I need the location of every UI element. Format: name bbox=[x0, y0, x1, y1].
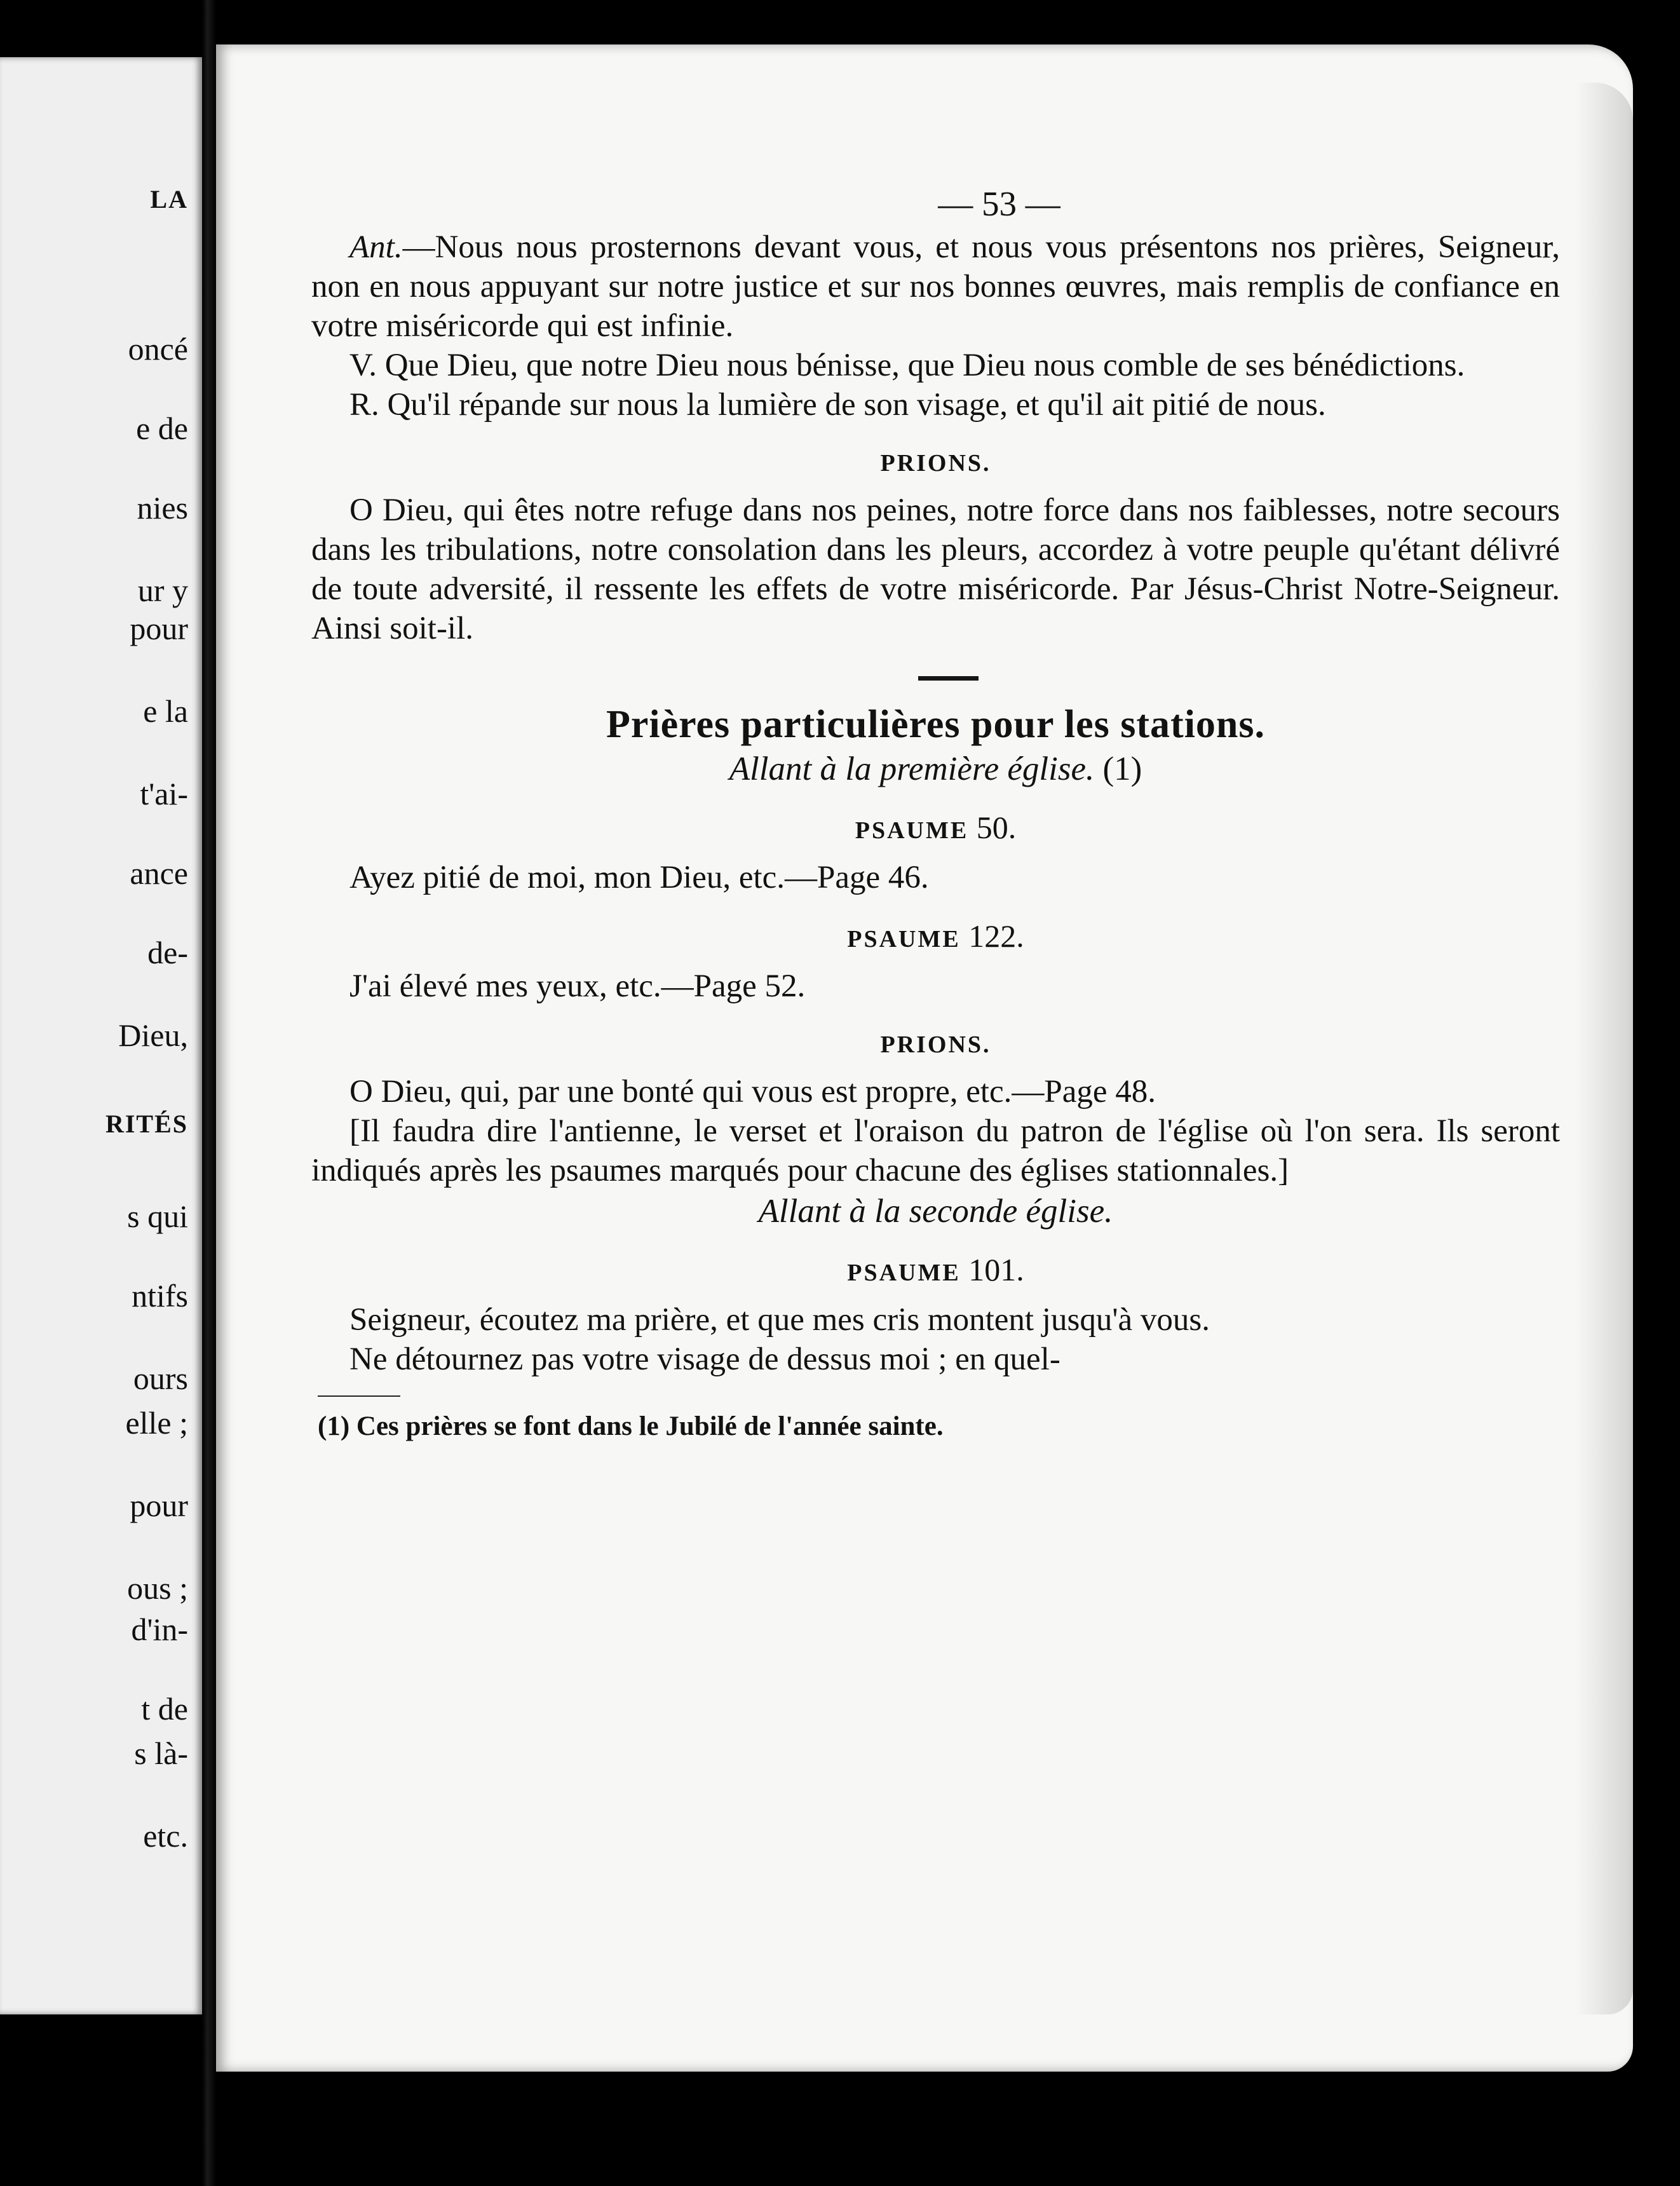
left-page-fragment: ous ; bbox=[127, 1570, 188, 1606]
prayer-2: O Dieu, qui, par une bonté qui vous est propre, etc.—Page 48. bbox=[349, 1074, 1156, 1110]
book-gutter bbox=[202, 0, 216, 2186]
prions-heading-1: PRIONS. bbox=[880, 450, 991, 477]
subtitle-second-church: Allant à la seconde église. bbox=[758, 1193, 1113, 1230]
left-page-fragment: pour bbox=[130, 1488, 188, 1523]
footnote-divider bbox=[318, 1395, 400, 1397]
psalm-101-heading bbox=[311, 1250, 1560, 1293]
section-divider bbox=[918, 676, 979, 681]
subtitle-first-church bbox=[311, 749, 1560, 789]
response: R. Qu'il répande sur nous la lumière de son visage, et qu'il ait pitié de nous. bbox=[349, 387, 1326, 423]
left-page-fragment: d'in- bbox=[131, 1612, 188, 1647]
left-facing-page bbox=[0, 57, 202, 2014]
instruction-note: [Il faudra dire l'antienne, le verset et l'oraison du patron de l'église où l'on sera. Ils seront indiqués après les psaumes marqués pour chacune des églises stationnales.] bbox=[311, 1113, 1560, 1188]
left-page-fragment: e de bbox=[136, 411, 188, 446]
left-page-fragment: ance bbox=[130, 855, 188, 891]
psalm-50-text: Ayez pitié de moi, mon Dieu, etc.—Page 46. bbox=[349, 860, 929, 895]
left-page-fragment: ur y bbox=[137, 573, 188, 608]
footnote-reference: (1) bbox=[1102, 750, 1142, 787]
left-page-fragment: RITÉS bbox=[105, 1110, 188, 1138]
psalm-122-text: J'ai élevé mes yeux, etc.—Page 52. bbox=[349, 968, 806, 1004]
psalm-122-heading bbox=[311, 916, 1560, 959]
left-page-fragment: Dieu, bbox=[118, 1017, 188, 1053]
left-page-fragment: elle ; bbox=[125, 1405, 188, 1441]
psalm-number: 50. bbox=[976, 810, 1017, 845]
left-page-fragment: nies bbox=[137, 490, 188, 526]
subtitle-first-church-text: Allant à la première église. bbox=[729, 750, 1095, 787]
psalm-number: 101. bbox=[968, 1252, 1024, 1287]
section-title: Prières particulières pour les stations. bbox=[606, 703, 1266, 746]
psalm-number: 122. bbox=[968, 918, 1024, 954]
left-page-fragment: e la bbox=[143, 693, 188, 729]
psalm-label: PSAUME bbox=[847, 1259, 961, 1286]
psalm-101-line-1: Seigneur, écoutez ma prière, et que mes cris montent jusqu'à vous. bbox=[349, 1302, 1210, 1338]
left-page-fragment: ntifs bbox=[132, 1278, 188, 1314]
prions-heading-2: PRIONS. bbox=[880, 1031, 991, 1058]
book-page bbox=[216, 44, 1633, 2072]
page-content bbox=[311, 184, 1560, 1446]
left-page-fragment: pour bbox=[130, 611, 188, 646]
left-page-fragment: t de bbox=[141, 1691, 188, 1727]
footnote: (1) Ces prières se font dans le Jubilé de l'année sainte. bbox=[318, 1411, 944, 1441]
antiphon-text: —Nous nous prosternons devant vous, et nous vous présentons nos prières, Seigneur, non en nous appuyant sur notre justice et sur nos bonnes œuvres, mais remplis de confiance en votre miséricorde qui est infinie. bbox=[311, 229, 1560, 344]
left-page-fragment: s là- bbox=[134, 1735, 188, 1771]
left-page-fragment: de- bbox=[147, 935, 188, 970]
page-number: — 53 — bbox=[938, 184, 1060, 223]
versicle: V. Que Dieu, que notre Dieu nous bénisse, que Dieu nous comble de ses bénédictions. bbox=[349, 348, 1465, 383]
psalm-label: PSAUME bbox=[855, 817, 969, 844]
prayer-1: O Dieu, qui êtes notre refuge dans nos peines, notre force dans nos faiblesses, notre secours dans les tribulations, notre consolation dans les pleurs, accordez à votre peuple qu'étant délivré de toute adversité, il ressente les effets de votre miséricorde. Par Jésus-Christ Notre-Seigneur. Ainsi soit-il. bbox=[311, 492, 1560, 646]
left-page-fragment: ours bbox=[133, 1361, 188, 1396]
antiphon bbox=[311, 227, 1560, 346]
left-page-fragment: t'ai- bbox=[140, 776, 188, 811]
psalm-label: PSAUME bbox=[847, 926, 961, 953]
psalm-101-line-2: Ne détournez pas votre visage de dessus moi ; en quel- bbox=[349, 1341, 1060, 1377]
psalm-50-heading bbox=[311, 808, 1560, 850]
left-page-fragment: oncé bbox=[128, 331, 188, 367]
page-edge-shadow bbox=[1576, 83, 1633, 2014]
left-page-fragment: s qui bbox=[127, 1198, 188, 1234]
left-page-fragment: LA bbox=[150, 185, 188, 214]
left-page-fragment: etc. bbox=[143, 1818, 188, 1854]
antiphon-label: Ant. bbox=[349, 229, 403, 265]
